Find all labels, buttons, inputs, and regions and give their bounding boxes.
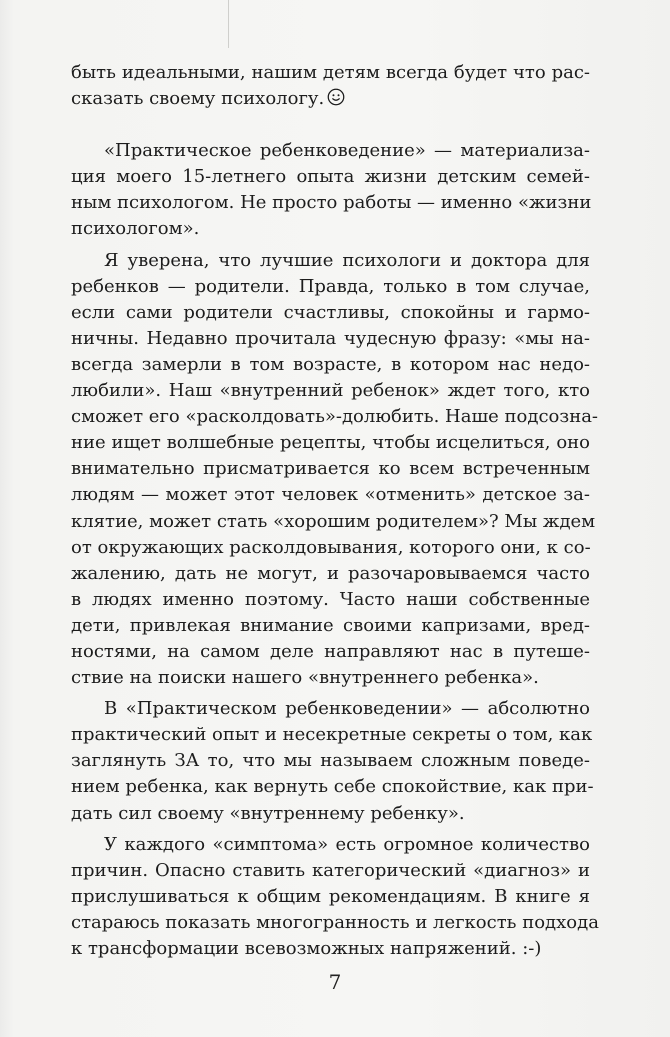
text-line: дети, привлекая внимание своими капризами, вред- bbox=[71, 614, 590, 636]
text-line: сможет его «расколдовать»-долюбить. Наше подсозна- bbox=[71, 406, 599, 428]
body-text bbox=[71, 60, 599, 962]
text-line: психологом». bbox=[71, 218, 200, 240]
text-line: в людях именно поэтому. Часто наши собственные bbox=[71, 588, 590, 610]
page-number: 7 bbox=[328, 970, 342, 994]
text-line: нием ребенка, как вернуть себе спокойствие, как при- bbox=[71, 776, 594, 798]
text-line: жалению, дать не могут, и разочаровываемся часто bbox=[71, 562, 590, 584]
text-line: внимательно присматривается ко всем встреченным bbox=[71, 458, 590, 480]
text-line: Я уверена, что лучшие психологи и доктора для bbox=[104, 249, 590, 271]
paragraph-5 bbox=[71, 832, 599, 962]
text-line: ребенков — родители. Правда, только в том случае, bbox=[71, 275, 590, 297]
text-line: ностями, на самом деле направляют нас в путеше- bbox=[71, 640, 590, 662]
text-line: дать сил своему «внутреннему ребенку». bbox=[71, 802, 465, 824]
text-line: ция моего 15-летнего опыта жизни детским семей- bbox=[71, 166, 590, 188]
text-line: ничны. Недавно прочитала чудесную фразу: «мы на- bbox=[71, 327, 590, 349]
page-crease bbox=[228, 0, 229, 48]
text-line: «Практическое ребенковедение» — материализа- bbox=[104, 140, 590, 162]
text-line: В «Практическом ребенковедении» — абсолютно bbox=[104, 698, 590, 720]
text-line bbox=[71, 86, 590, 112]
text-line: причин. Опасно ставить категорический «диагноз» и bbox=[71, 859, 590, 881]
text-line: ным психологом. Не просто работы — именно «жизни bbox=[71, 192, 592, 214]
text-line: заглянуть ЗА то, что мы называем сложным поведе- bbox=[71, 750, 590, 772]
text-line: быть идеальными, нашим детям всегда будет что рас- bbox=[71, 62, 590, 83]
paragraph-4 bbox=[71, 696, 594, 826]
text-line: ствие на поиски нашего «внутреннего ребенка». bbox=[71, 667, 539, 689]
paragraph-3 bbox=[71, 248, 599, 692]
text-line: ние ищет волшебные рецепты, чтобы исцелиться, оно bbox=[71, 432, 590, 454]
smiley-icon bbox=[327, 88, 345, 106]
text-line: любили». Наш «внутренний ребенок» ждет того, кто bbox=[71, 380, 590, 402]
text-line: У каждого «симптома» есть огромное количество bbox=[104, 833, 590, 855]
text-line: людям — может этот человек «отменить» детское за- bbox=[71, 484, 590, 506]
text-line: стараюсь показать многогранность и легкость подхода bbox=[71, 911, 599, 933]
text-line: прислушиваться к общим рекомендациям. В книге я bbox=[71, 885, 590, 907]
text-line: если сами родители счастливы, спокойны и гармо- bbox=[71, 301, 590, 323]
text-line: практический опыт и несекретные секреты о том, как bbox=[71, 724, 593, 746]
paragraph-1 bbox=[71, 60, 590, 112]
text-line: всегда замерли в том возрасте, в котором нас недо- bbox=[71, 353, 590, 375]
text-line: к трансформации всевозможных напряжений. :-) bbox=[71, 938, 542, 959]
text-line: клятие, может стать «хорошим родителем»? Мы ждем bbox=[71, 510, 596, 532]
paragraph-2 bbox=[71, 138, 590, 242]
text-line: от окружающих расколдовывания, которого они, к со- bbox=[71, 536, 591, 558]
text-line-content: сказать своему психологу. bbox=[71, 88, 325, 110]
